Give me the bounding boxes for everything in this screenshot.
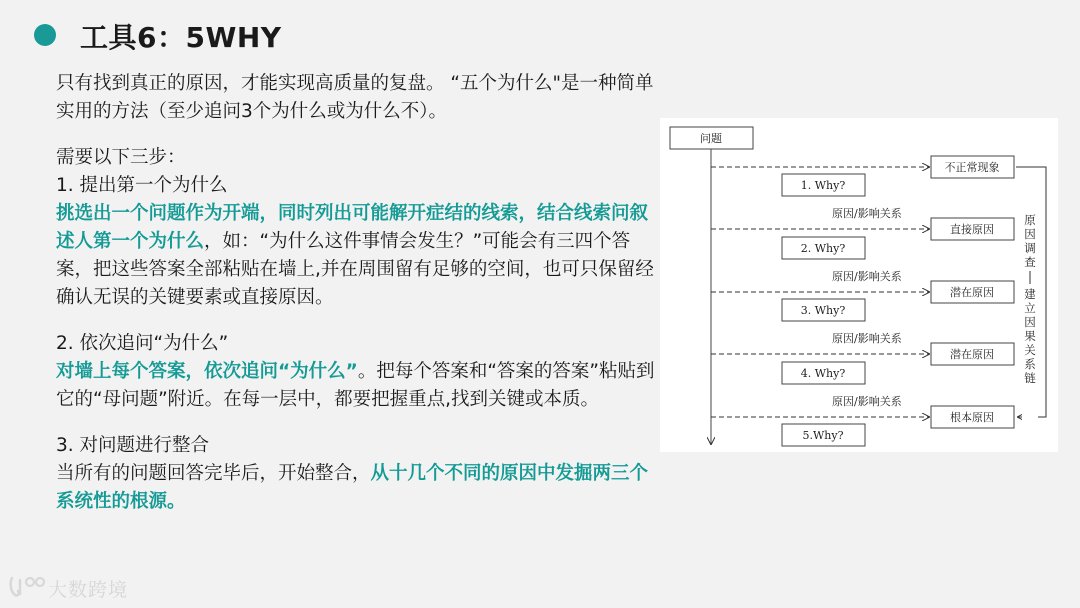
cause-label-1: 不正常现象 xyxy=(944,161,1000,174)
why-label-1: 1. Why? xyxy=(800,179,846,192)
cause-label-4: 潜在原因 xyxy=(950,348,994,361)
cause-label-5: 根本原因 xyxy=(950,411,994,424)
relation-label-1: 原因/影响关系 xyxy=(832,207,902,220)
step2-paragraph xyxy=(56,358,656,414)
step2-highlight: 对墙上每个答案，依次追问“为什么” xyxy=(56,361,358,382)
why-label-4: 4. Why? xyxy=(800,367,846,380)
step3-highlight: 从十几个不同的原因中发掘两三个系统性的根源。 xyxy=(56,463,649,512)
step1-paragraph xyxy=(56,200,656,312)
diagram-svg xyxy=(660,118,1058,452)
svg-text:建: 建 xyxy=(1024,287,1036,301)
step3-text: 当所有的问题回答完毕后，开始整合， xyxy=(56,463,371,484)
body-text xyxy=(56,70,656,516)
steps-heading: 需要以下三步： xyxy=(56,147,186,168)
step1-highlight: 挑选出一个问题作为开端，同时列出可能解开症结的线索，结合线索问叙述人第一个为什么 xyxy=(56,203,649,252)
relation-label-3: 原因/影响关系 xyxy=(832,332,902,345)
side-label-causal-chain xyxy=(1024,287,1036,385)
why-label-3: 3. Why? xyxy=(800,304,846,317)
page-title: 工具6：5WHY xyxy=(80,21,282,54)
svg-text:系: 系 xyxy=(1024,357,1036,371)
svg-text:关: 关 xyxy=(1024,343,1036,357)
svg-text:果: 果 xyxy=(1024,329,1036,343)
intro-paragraph: 只有找到真正的原因，才能实现高质量的复盘。 “五个为什么"是一种简单实用的方法（至少追问3个为什么或为什么不）。 xyxy=(56,73,654,122)
step1-heading: 1. 提出第一个为什么 xyxy=(56,175,228,196)
svg-text:因: 因 xyxy=(1024,315,1036,329)
svg-text:原: 原 xyxy=(1024,213,1036,227)
relation-label-4: 原因/影响关系 xyxy=(832,395,902,408)
step3-heading: 3. 对问题进行整合 xyxy=(56,435,210,456)
step2-heading: 2. 依次追问“为什么” xyxy=(56,333,229,354)
side-label-investigate xyxy=(1024,213,1036,269)
cause-label-2: 直接原因 xyxy=(950,223,994,236)
why-label-2: 2. Why? xyxy=(800,242,846,255)
step3-paragraph xyxy=(56,460,656,516)
problem-label: 问题 xyxy=(700,132,722,145)
svg-text:调: 调 xyxy=(1024,241,1036,255)
svg-text:立: 立 xyxy=(1024,301,1036,315)
relation-label-2: 原因/影响关系 xyxy=(832,270,902,283)
step2-text: 。把每个答案和“答案的答案”粘贴到它的“母问题”附近。在每一层中，都要把握重点,找到关键或本质。 xyxy=(56,361,655,410)
svg-text:链: 链 xyxy=(1024,371,1036,385)
svg-text:查: 查 xyxy=(1024,255,1036,269)
title-bullet xyxy=(34,24,56,46)
why-label-5: 5.Why? xyxy=(802,429,844,442)
watermark-text: 大数跨境 xyxy=(48,579,129,601)
five-why-diagram xyxy=(660,118,1058,452)
step1-text: ，如：“为什么这件事情会发生？”可能会有三四个答案，把这些答案全部粘贴在墙上,并在周围留有足够的空间，也可只保留经确认无误的关键要素或直接原因。 xyxy=(56,231,654,308)
cause-label-3: 潜在原因 xyxy=(950,286,994,299)
svg-text:因: 因 xyxy=(1024,227,1036,241)
